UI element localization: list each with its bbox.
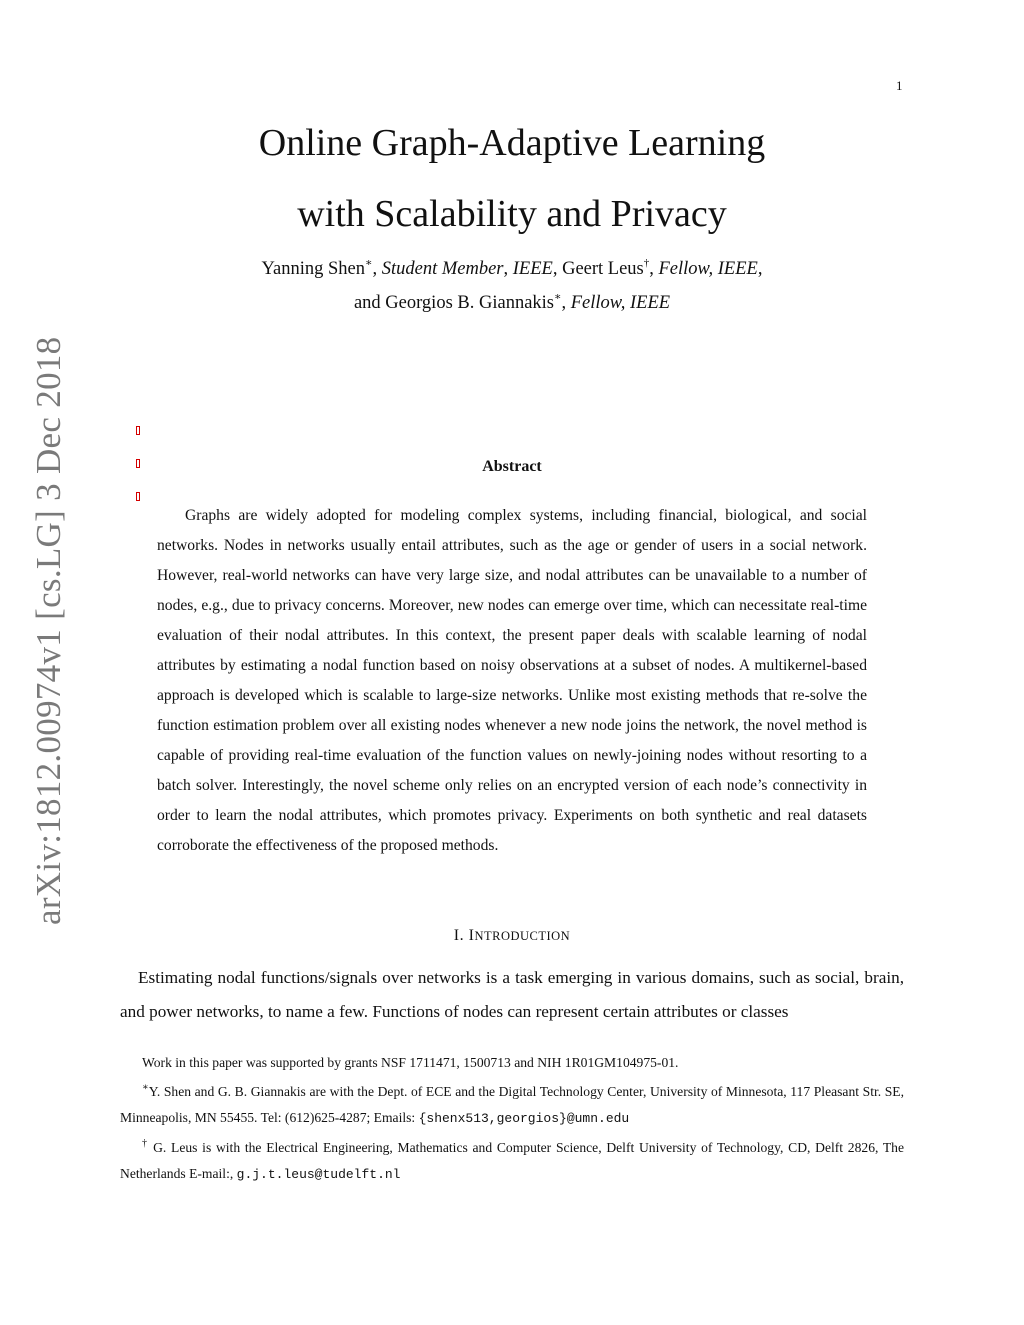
author-1-name: Yanning Shen bbox=[261, 259, 366, 279]
section-initial: I bbox=[468, 927, 475, 944]
footnote-1-text: Y. Shen and G. B. Giannakis are with the Dept. of ECE and the Digital Technology Center, University of Minnesota, 117 Pleasant Str. SE, Minneapolis, MN 55455. Tel: (612)625-4287; Emails: bbox=[120, 1084, 904, 1125]
section-heading-introduction bbox=[0, 927, 1024, 945]
footnote-2-email[interactable]: g.j.t.leus@tudelft.nl bbox=[236, 1167, 401, 1182]
footnote-affiliation-2 bbox=[120, 1135, 904, 1188]
author-1-mark: ∗ bbox=[365, 257, 373, 269]
footnote-affiliation-1 bbox=[120, 1079, 904, 1132]
author-2-name: Geert Leus bbox=[562, 259, 644, 279]
abstract-text: Graphs are widely adopted for modeling complex systems, including financial, biological, and social networks. Nodes in networks usually entail attributes, such as the age or gender of users in a social network. However, real-world networks can have very large size, and nodal attributes can be unavailable to a number of nodes, e.g., due to privacy concerns. Moreover, new nodes can emerge over time, which can necessitate real-time evaluation of their nodal attributes. In this context, the present paper deals with scalable learning of nodal attributes by estimating a nodal function based on noisy observations at a subset of nodes. A multikernel-based approach is developed which is scalable to large-size networks. Unlike most existing methods that re-solve the function estimation problem over all existing nodes whenever a new node joins the network, the novel method is capable of providing real-time evaluation of the function values on newly-joining nodes without resorting to a batch solver. Interestingly, the novel scheme only relies on an encrypted version of each node’s connectivity in order to learn the nodal attributes, which promotes privacy. Experiments on both synthetic and real datasets corroborate the effectiveness of the proposed methods. bbox=[157, 507, 867, 854]
author-and: and bbox=[353, 293, 381, 313]
author-line-1: Yanning Shen∗, Student Member, IEEE, Geert Leus†, Fellow, IEEE, bbox=[261, 257, 763, 279]
page-number: 1 bbox=[896, 78, 903, 93]
title-line-1: Online Graph-Adaptive Learning bbox=[258, 122, 766, 164]
author-1-role: Student Member bbox=[381, 259, 504, 279]
section-title-rest: NTRODUCTION bbox=[474, 929, 571, 943]
arxiv-stamp: arXiv:1812.00974v1 [cs.LG] 3 Dec 2018 bbox=[29, 336, 68, 925]
author-2-mark: † bbox=[643, 257, 650, 269]
title-line-2: with Scalability and Privacy bbox=[297, 193, 727, 235]
author-line-2: and Georgios B. Giannakis∗, Fellow, IEEE bbox=[353, 291, 671, 313]
author-1-org: IEEE bbox=[512, 259, 553, 279]
footnote-funding: Work in this paper was supported by grants NSF 1711471, 1500713 and NIH 1R01GM104975-01. bbox=[142, 1055, 679, 1070]
author-3-mark: ∗ bbox=[554, 291, 562, 303]
author-2-role: Fellow, IEEE bbox=[658, 259, 758, 279]
author-3-role: Fellow, IEEE bbox=[570, 293, 671, 313]
author-block bbox=[0, 252, 1024, 320]
footnote-2-mark: † bbox=[142, 1138, 149, 1149]
footnotes bbox=[120, 1050, 904, 1191]
footnote-1-email[interactable]: {shenx513,georgios}@umn.edu bbox=[418, 1111, 630, 1126]
abstract-heading: Abstract bbox=[482, 458, 542, 475]
section-number: I. bbox=[453, 927, 465, 944]
annotation-marker-icon bbox=[136, 426, 140, 435]
paper-title bbox=[0, 108, 1024, 250]
introduction-text: Estimating nodal functions/signals over networks is a task emerging in various domains, such as social, brain, and power networks, to name a few. Functions of nodes can represent certain attributes or classes bbox=[120, 968, 904, 1021]
annotation-marker-icon bbox=[136, 492, 140, 501]
footnote-1-mark: ∗ bbox=[142, 1082, 149, 1093]
author-3-name: Georgios B. Giannakis bbox=[385, 293, 554, 313]
footnote-2-text: G. Leus is with the Electrical Engineering, Mathematics and Computer Science, Delft University of Technology, CD, Delft 2826, The Netherlands E-mail:, bbox=[120, 1140, 905, 1181]
